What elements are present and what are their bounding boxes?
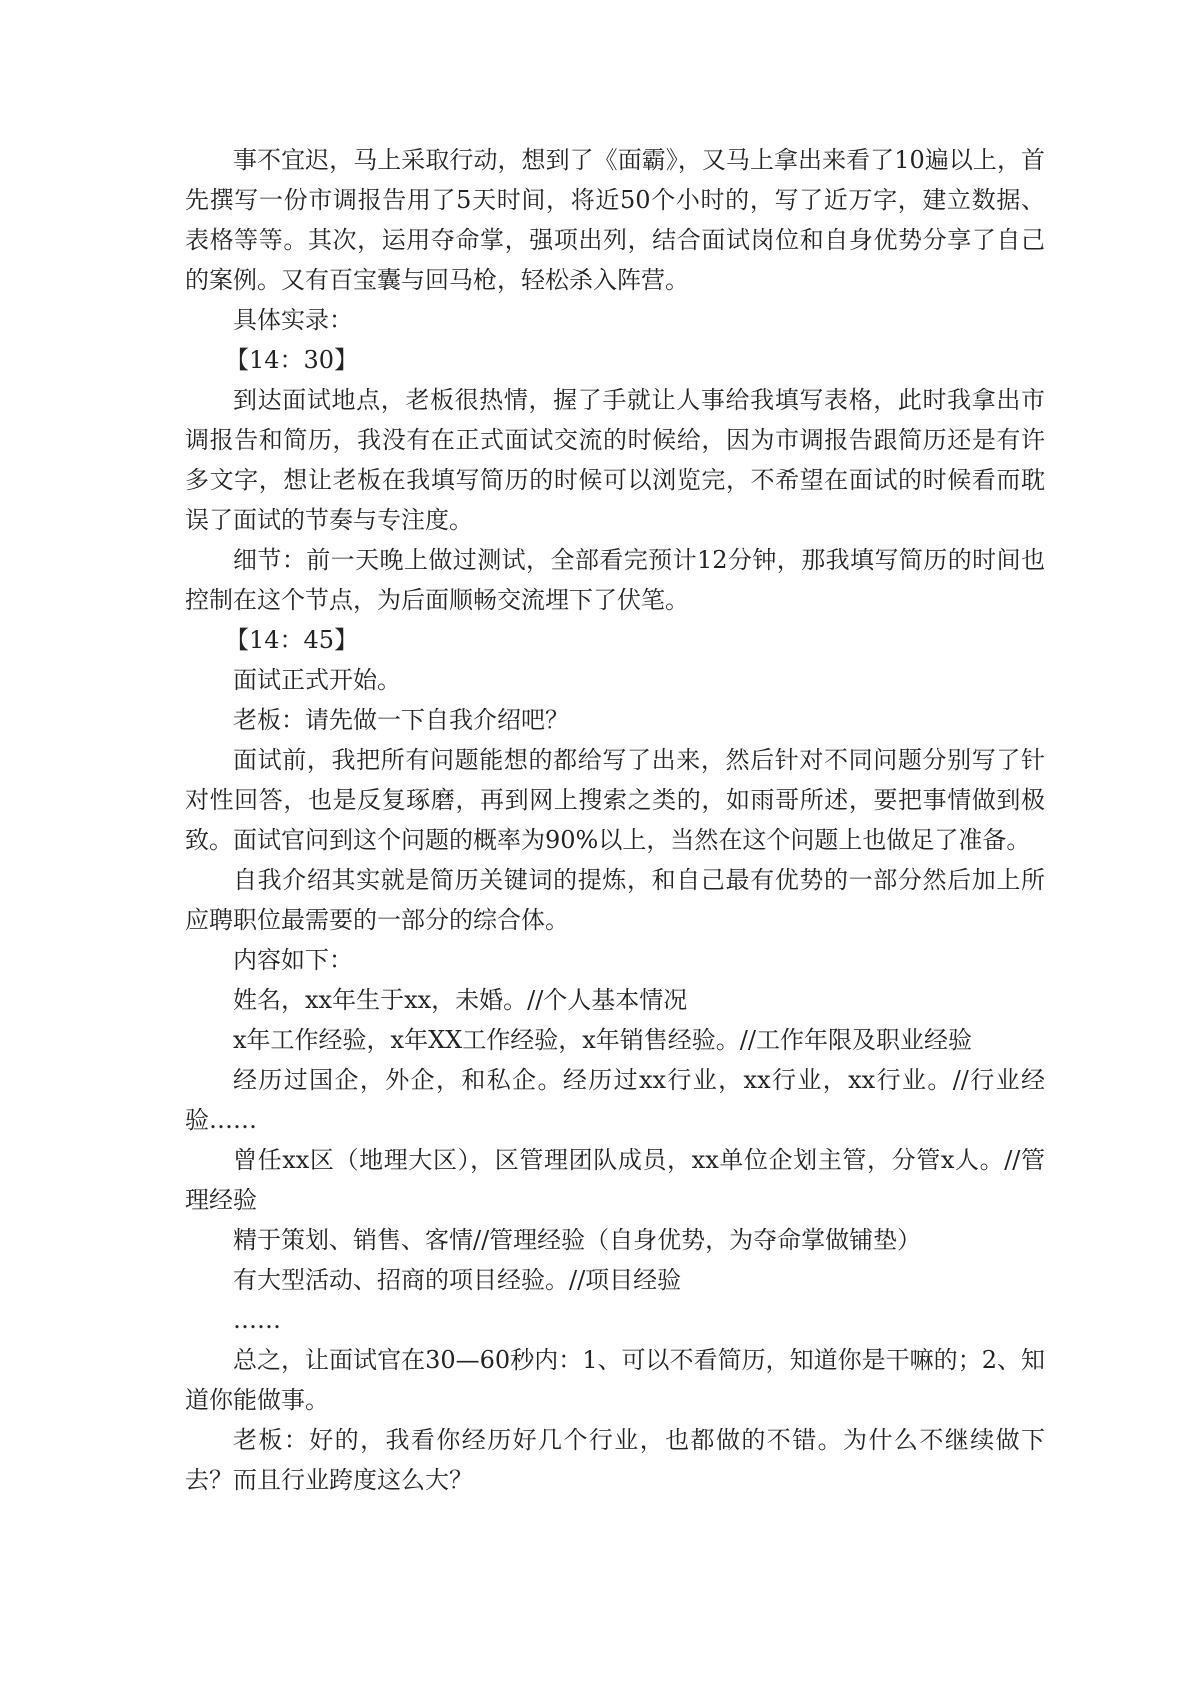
paragraph: 事不宜迟，马上采取行动，想到了《面霸》，又马上拿出来看了10遍以上，首先撰写一份市调报告用了5天时间，将近50个小时的，写了近万字，建立数据、表格等等。其次，运用夺命掌，强项出列，结合面试岗位和自身优势分享了自己的案例。又有百宝囊与回马枪，轻松杀入阵营。 [185, 146, 1045, 294]
paragraph: 到达面试地点，老板很热情，握了手就让人事给我填写表格，此时我拿出市调报告和简历，我没有在正式面试交流的时候给，因为市调报告跟简历还是有许多文字，想让老板在我填写简历的时候可以浏览完，不希望在面试的时候看而耽误了面试的节奏与专注度。 [185, 386, 1045, 534]
paragraph: 有大型活动、招商的项目经验。//项目经验 [233, 1266, 682, 1294]
paragraph: 面试前，我把所有问题能想的都给写了出来，然后针对不同问题分别写了针对性回答，也是反复琢磨，再到网上搜索之类的，如雨哥所述，要把事情做到极致。面试官问到这个问题的概率为90%以上，当然在这个问题上也做足了准备。 [185, 746, 1045, 854]
paragraph: x年工作经验，x年XX工作经验，x年销售经验。//工作年限及职业经验 [233, 1026, 972, 1054]
paragraph: 面试正式开始。 [233, 666, 401, 694]
paragraph: 姓名，xx年生于xx，未婚。//个人基本情况 [233, 986, 688, 1014]
paragraph: 精于策划、销售、客情//管理经验（自身优势，为夺命掌做铺垫） [233, 1226, 922, 1254]
paragraph: …… [233, 1306, 281, 1334]
paragraph: 具体实录： [233, 306, 353, 334]
paragraph: 老板：好的，我看你经历好几个行业，也都做的不错。为什么不继续做下去？而且行业跨度这么大？ [185, 1426, 1045, 1494]
paragraph: 老板：请先做一下自我介绍吧？ [233, 706, 569, 734]
paragraph: 自我介绍其实就是简历关键词的提炼，和自己最有优势的一部分然后加上所应聘职位最需要的一部分的综合体。 [185, 866, 1045, 934]
time-heading: 【14：45】 [225, 626, 359, 654]
paragraph: 细节：前一天晚上做过测试，全部看完预计12分钟，那我填写简历的时间也控制在这个节点，为后面顺畅交流埋下了伏笔。 [185, 546, 1045, 614]
paragraph: 曾任xx区（地理大区），区管理团队成员，xx单位企划主管，分管x人。//管理经验 [185, 1146, 1045, 1214]
paragraph: 总之，让面试官在30—60秒内：1、可以不看简历，知道你是干嘛的；2、知道你能做事。 [185, 1346, 1045, 1414]
time-heading: 【14：30】 [225, 346, 359, 374]
paragraph: 内容如下： [233, 946, 353, 974]
paragraph: 经历过国企，外企，和私企。经历过xx行业，xx行业，xx行业。//行业经验…… [185, 1066, 1045, 1134]
document-page [185, 140, 1045, 1500]
